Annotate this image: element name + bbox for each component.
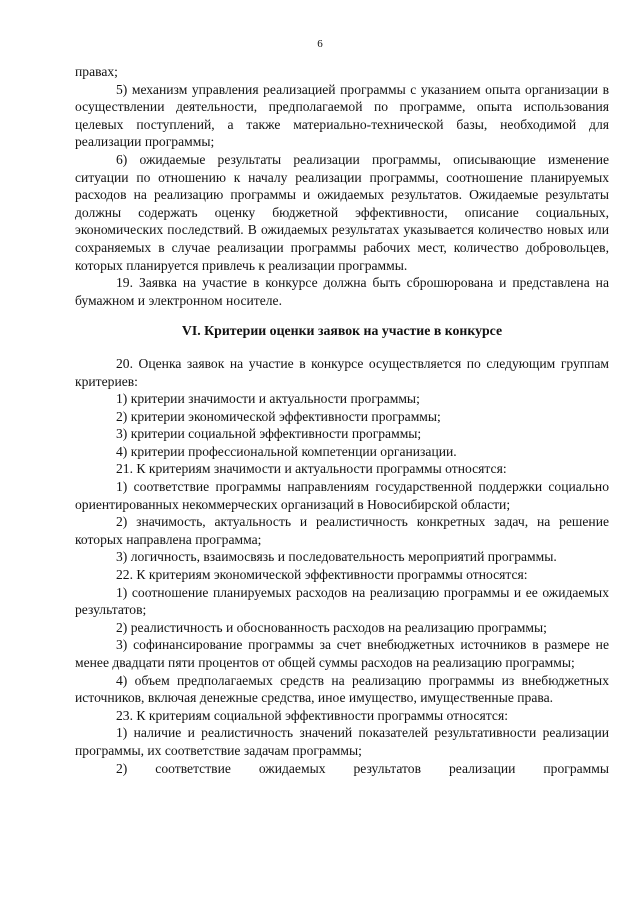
paragraph: 2) соответствие ожидаемых результатов реализации программы bbox=[116, 760, 609, 776]
paragraph: 2) реалистичность и обоснованность расходов на реализацию программы; bbox=[116, 619, 547, 635]
page-number: 6 bbox=[317, 38, 323, 50]
paragraph: 22. К критериям экономической эффективности программы относятся: bbox=[116, 567, 528, 583]
paragraph: 2) значимость, актуальность и реалистичность конкретных задач, на решение которых направлена программа; bbox=[75, 514, 609, 547]
paragraph: правах; bbox=[75, 64, 118, 79]
paragraph: 6) ожидаемые результаты реализации программы, описывающие изменение ситуации по отношению к началу реализации программы, соотношение планируемых расходов на реализацию программы и ожидаемых результатов. Ожидаемые результаты должны содержать оценку бюджетной эффективности, описание социальных, экономических последствий. В ожидаемых результатах указывается количество новых или сохраняемых в случае реализации программы рабочих мест, количество добровольцев, которых планируется привлечь к реализации программы. bbox=[75, 151, 609, 273]
paragraph: 21. К критериям значимости и актуальности программы относятся: bbox=[116, 461, 507, 477]
document-body bbox=[75, 63, 609, 777]
paragraphs-after-heading bbox=[75, 355, 609, 777]
paragraph: 4) объем предполагаемых средств на реализацию программы из внебюджетных источников, включая денежные средства, иное имущество, имущественные права. bbox=[75, 672, 609, 706]
paragraph: 2) критерии экономической эффективности программы; bbox=[116, 408, 441, 424]
section-heading: VI. Критерии оценки заявок на участие в конкурсе bbox=[181, 323, 503, 339]
paragraph: 5) механизм управления реализацией программы с указанием опыта организации в осуществлении деятельности, предполагаемой по программе, опыта использования целевых поступлений, а также материально-технической базы, необходимой для реализации программы; bbox=[75, 81, 609, 150]
paragraph: 1) соответствие программы направлениям государственной поддержки социально ориентированных некоммерческих организаций в Новосибирской области; bbox=[75, 479, 609, 512]
paragraph: 1) наличие и реалистичность значений показателей результативности реализации программы, их соответствие задачам программы; bbox=[75, 725, 609, 758]
paragraph: 4) критерии профессиональной компетенции организации. bbox=[116, 443, 457, 459]
paragraph: 1) соотношение планируемых расходов на реализацию программы и ее ожидаемых результатов; bbox=[75, 584, 609, 618]
paragraph: 19. Заявка на участие в конкурсе должна быть сброшюрована и представлена на бумажном и электронном носителе. bbox=[75, 275, 609, 308]
paragraph: 20. Оценка заявок на участие в конкурсе осуществляется по следующим группам критериев: bbox=[75, 355, 609, 389]
paragraphs-before-heading bbox=[75, 63, 609, 309]
paragraph: 1) критерии значимости и актуальности программы; bbox=[116, 391, 420, 407]
paragraph: 3) софинансирование программы за счет внебюджетных источников в размере не менее двадцати пяти процентов от общей суммы расходов на реализацию программы; bbox=[75, 637, 609, 670]
paragraph: 3) логичность, взаимосвязь и последовательность мероприятий программы. bbox=[116, 549, 557, 565]
paragraph: 3) критерии социальной эффективности программы; bbox=[116, 426, 422, 442]
paragraph: 23. К критериям социальной эффективности программы относятся: bbox=[116, 707, 508, 723]
